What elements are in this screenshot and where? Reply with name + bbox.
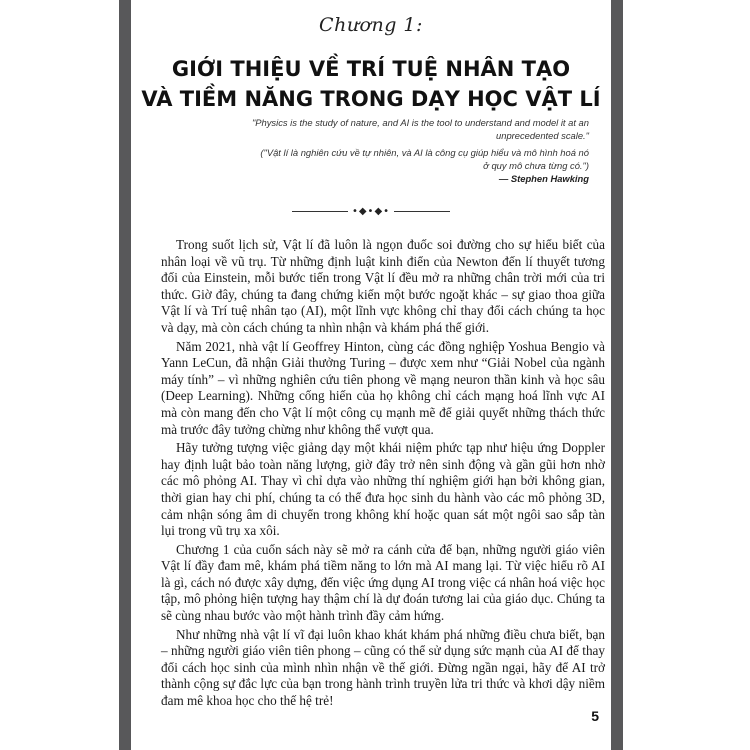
- divider-ornament-icon: •◆•◆•: [351, 206, 391, 217]
- chapter-title: [131, 54, 611, 114]
- epigraph-english-line-1: "Physics is the study of nature, and AI is the tool to understand and model it at an: [251, 117, 589, 128]
- epigraph-vietnamese-line-1: ("Vật lí là nghiên cứu về tự nhiên, và AI là công cụ giúp hiểu và mô hình hoá nó: [260, 147, 589, 158]
- divider-line-left: [292, 211, 348, 212]
- paragraph-2: Năm 2021, nhà vật lí Geoffrey Hinton, cùng các đồng nghiệp Yoshua Bengio và Yann LeCun, đã nhận Giải thưởng Turing – được xem như “Giải Nobel của ngành máy tính” – vì những nghiên cứu tiên phong về mạng neuron thần kinh và học sâu (Deep Learning). Những cống hiến của họ không chỉ cách mạng hoá lĩnh vực AI mà còn mang đến cho Vật lí một công cụ mạnh mẽ để giải quyết những thách thức mà trước đây tưởng chừng như không thể vượt qua.: [161, 338, 605, 437]
- page-number: 5: [591, 708, 599, 724]
- epigraph: [169, 116, 589, 185]
- book-page: [119, 0, 623, 750]
- chapter-title-line-1: GIỚI THIỆU VỀ TRÍ TUỆ NHÂN TẠO: [171, 57, 571, 81]
- paragraph-3: Hãy tưởng tượng việc giảng dạy một khái niệm phức tạp như hiệu ứng Doppler hay định luật bảo toàn năng lượng, giờ đây trở nên sinh động và gần gũi hơn nhờ các mô phỏng AI. Thay vì chỉ dựa vào những thí nghiệm giới hạn bởi không gian, thời gian hay chi phí, chúng ta có thể đưa học sinh du hành vào các mô phỏng 3D, cảm nhận sóng âm di chuyển trong không khí hoặc quan sát một ngôi sao sắp tàn lụi trong vũ trụ xa xôi.: [161, 440, 605, 539]
- epigraph-vietnamese-line-2: ở quy mô chưa từng có."): [483, 160, 589, 171]
- divider-line-right: [394, 211, 450, 212]
- epigraph-author: — Stephen Hawking: [498, 173, 589, 184]
- epigraph-english-line-2: unprecedented scale.": [496, 130, 589, 141]
- body-text: [161, 237, 605, 712]
- paragraph-4: Chương 1 của cuốn sách này sẽ mở ra cánh cửa để bạn, những người giáo viên Vật lí đầy đam mê, khám phá tiềm năng to lớn mà AI mang lại. Từ việc hiểu rõ AI là gì, cách nó được xây dựng, đến việc ứng dụng AI trong việc cá nhân hoá việc học tập, mô phỏng hiện tượng hay thậm chí là dự đoán tương lai của giáo dục. Chúng ta sẽ cùng nhau bước vào một hành trình đầy cảm hứng.: [161, 541, 605, 624]
- paragraph-1: Trong suốt lịch sử, Vật lí đã luôn là ngọn đuốc soi đường cho sự hiểu biết của nhân loại về vũ trụ. Từ những định luật kinh điển của Newton đến lí thuyết tương đối của Einstein, mỗi bước tiến trong Vật lí đều mở ra những chân trời mới của tri thức. Giờ đây, chúng ta đang chứng kiến một bước ngoặt khác – sự giao thoa giữa Vật lí và Trí tuệ nhân tạo (AI), một lĩnh vực không chỉ thay đổi cách chúng ta học và dạy, mà còn cách chúng ta nhìn nhận và khám phá thế giới.: [161, 237, 605, 335]
- ornamental-divider: [131, 206, 611, 217]
- paragraph-5: Như những nhà vật lí vĩ đại luôn khao khát khám phá những điều chưa biết, bạn – những người giáo viên tiên phong – cũng có thể sử dụng sức mạnh của AI để thay đổi cách học sinh của mình nhìn nhận về thế giới. Đừng ngần ngại, hãy để AI trở thành cộng sự đắc lực của bạn trong hành trình truyền lửa tri thức và khơi dậy niềm đam mê khoa học cho thế hệ trẻ!: [161, 626, 605, 709]
- chapter-title-line-2: VÀ TIỀM NĂNG TRONG DẠY HỌC VẬT LÍ: [141, 87, 601, 111]
- chapter-label: Chương 1:: [319, 14, 423, 36]
